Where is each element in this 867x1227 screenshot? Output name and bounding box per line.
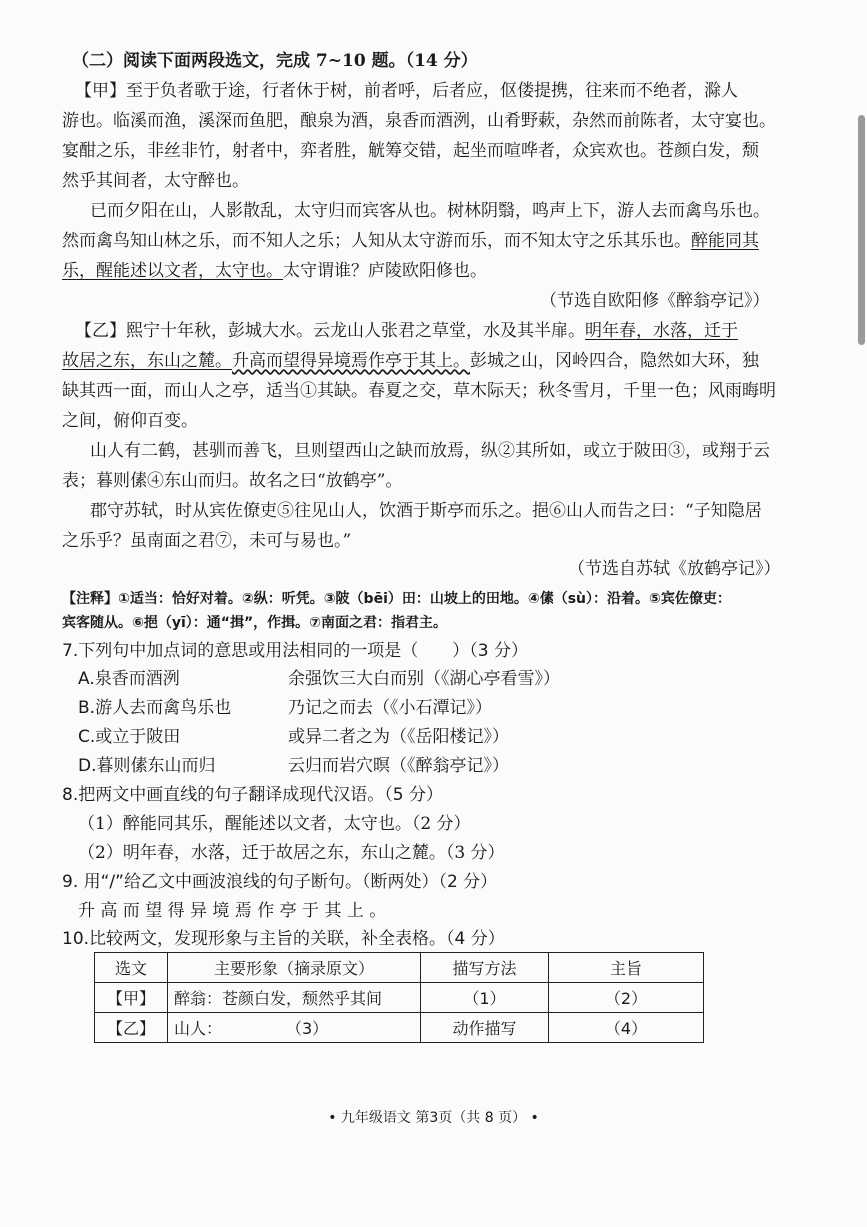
passage-yi-line-8: 之乐乎？虽南面之君⑦，未可与易也。”: [62, 531, 352, 551]
passage-jia-line-6-text: 然而禽鸟知山林之乐，而不知人之乐；人知从太守游而乐，而不知太守之乐其乐也。: [62, 231, 691, 251]
q7-option-b-right: 乃记之而去（《小石潭记》）: [288, 698, 492, 718]
q8-item-2: （2）明年春，水落，迁于故居之东，东山之麓。（3 分）: [78, 843, 505, 863]
notes-line-2: 宾客随从。⑥挹（yī）：通“揖”，作揖。⑦南面之君：指君主。: [62, 615, 448, 631]
passage-jia-line-3: 宴酣之乐，非丝非竹，射者中，弈者胜，觥筹交错，起坐而喧哗者，众宾欢也。苍颜白发，颓: [62, 141, 759, 161]
table-cell: 动作描写: [421, 1013, 549, 1043]
table-cell: 山人： （3）: [168, 1013, 421, 1043]
table-cell: 【乙】: [95, 1013, 168, 1043]
passage-yi-line-3: 缺其西一面，而山人之亭，适当①其缺。春夏之交，草木际天；秋冬雪月，千里一色；风雨晦明: [62, 381, 776, 401]
passage-yi-source: （节选自苏轼《放鹤亭记》）: [568, 559, 781, 579]
table-row: [95, 983, 704, 1013]
wavy-underlined-sentence: 升高而望得异境焉作亭于其上。: [232, 351, 470, 371]
section-heading: （二）阅读下面两段选文，完成 7~10 题。（14 分）: [72, 51, 478, 71]
q7-stem: 7.下列句中加点词的意思或用法相同的一项是（ ）（3 分）: [62, 641, 528, 661]
q7-option-c-left: C.或立于陂田: [78, 727, 181, 747]
q7-option-d-right: 云归而岩穴暝（《醉翁亭记》）: [288, 756, 509, 776]
passage-yi-line-1-text: 【乙】熙宁十年秋，彭城大水。云龙山人张君之草堂，水及其半扉。: [75, 321, 585, 341]
table-header: 选文: [95, 953, 168, 983]
q7-option-a-right: 余强饮三大白而别（《湖心亭看雪》）: [288, 669, 560, 689]
table-header: 主旨: [549, 953, 704, 983]
table-header: 描写方法: [421, 953, 549, 983]
q9-stem: 9. 用“/”给乙文中画波浪线的句子断句。（断两处）（2 分）: [62, 872, 498, 892]
passage-jia-line-4: 然乎其间者，太守醉也。: [62, 171, 249, 191]
passage-jia-line-1: 【甲】至于负者歌于途，行者休于树，前者呼，后者应，伛偻提携，往来而不绝者，滁人: [75, 81, 738, 101]
table-cell: 醉翁：苍颜白发，颓然乎其间: [168, 983, 421, 1013]
passage-yi-line-7: 郡守苏轼，时从宾佐僚吏⑤往见山人，饮酒于斯亭而乐之。挹⑥山人而告之曰：“子知隐居: [90, 501, 762, 521]
q7-option-a-left: A.泉香而酒洌: [78, 669, 180, 689]
q7-option-d-left: D.暮则傃东山而归: [78, 756, 216, 776]
table-cell: （2）: [549, 983, 704, 1013]
passage-yi-line-4: 之间，俯仰百变。: [62, 411, 198, 431]
passage-jia-line-6: [62, 230, 759, 252]
passage-jia-source: （节选自欧阳修《醉翁亭记》）: [540, 291, 770, 311]
passage-yi-line-1: [75, 320, 738, 342]
passage-yi-line-2-tail: 彭城之山，冈岭四合，隐然如大环，独: [470, 351, 759, 371]
passage-jia-line-2: 游也。临溪而渔，溪深而鱼肥，酿泉为酒，泉香而酒洌，山肴野蔌，杂然而前陈者，太守宴也。: [62, 111, 776, 131]
table-cell: （1）: [421, 983, 549, 1013]
passage-jia-line-5: 已而夕阳在山，人影散乱，太守归而宾客从也。树林阴翳，鸣声上下，游人去而禽鸟乐也。: [90, 201, 770, 221]
table-header-row: [95, 953, 704, 983]
underlined-sentence-part-1: 醉能同其: [691, 231, 759, 251]
q9-sentence: 升 高 而 望 得 异 境 焉 作 亭 于 其 上 。: [78, 901, 387, 921]
passage-yi-line-2: [62, 350, 759, 372]
underlined-yi-part-1: 明年春，水落，迁于: [585, 321, 738, 341]
underlined-sentence-part-2: 乐，醒能述以文者，太守也。: [62, 261, 283, 281]
page-footer: • 九年级语文 第3页（共 8 页） •: [328, 1110, 539, 1126]
q8-stem: 8.把两文中画直线的句子翻译成现代汉语。（5 分）: [62, 785, 443, 805]
table-cell: （4）: [549, 1013, 704, 1043]
q10-stem: 10.比较两文，发现形象与主旨的关联，补全表格。（4 分）: [62, 929, 505, 949]
passage-jia-line-7: [62, 260, 487, 282]
passage-yi-line-5: 山人有二鹤，甚驯而善飞，旦则望西山之缺而放焉，纵②其所如，或立于陂田③，或翔于云: [90, 441, 770, 461]
q7-option-b-left: B.游人去而禽鸟乐也: [78, 698, 232, 718]
table-header: 主要形象（摘录原文）: [168, 953, 421, 983]
scrollbar[interactable]: [858, 115, 865, 345]
underlined-yi-part-2: 故居之东，东山之麓。: [62, 351, 232, 371]
passage-jia-line-7-tail: 太守谓谁？庐陵欧阳修也。: [283, 261, 487, 281]
q8-item-1: （1）醉能同其乐，醒能述以文者，太守也。（2 分）: [78, 814, 471, 834]
table-row: [95, 1013, 704, 1043]
passage-yi-line-6: 表；暮则傃④东山而归。故名之曰“放鹤亭”。: [62, 471, 403, 491]
table-cell: 【甲】: [95, 983, 168, 1013]
comparison-table: [94, 952, 704, 1043]
notes-line-1: 【注释】①适当：恰好对着。②纵：听凭。③陂（bēi）田：山坡上的田地。④傃（sù）：沿着。⑤宾佐僚吏：: [62, 591, 731, 607]
q7-option-c-right: 或异二者之为（《岳阳楼记》）: [288, 727, 509, 747]
